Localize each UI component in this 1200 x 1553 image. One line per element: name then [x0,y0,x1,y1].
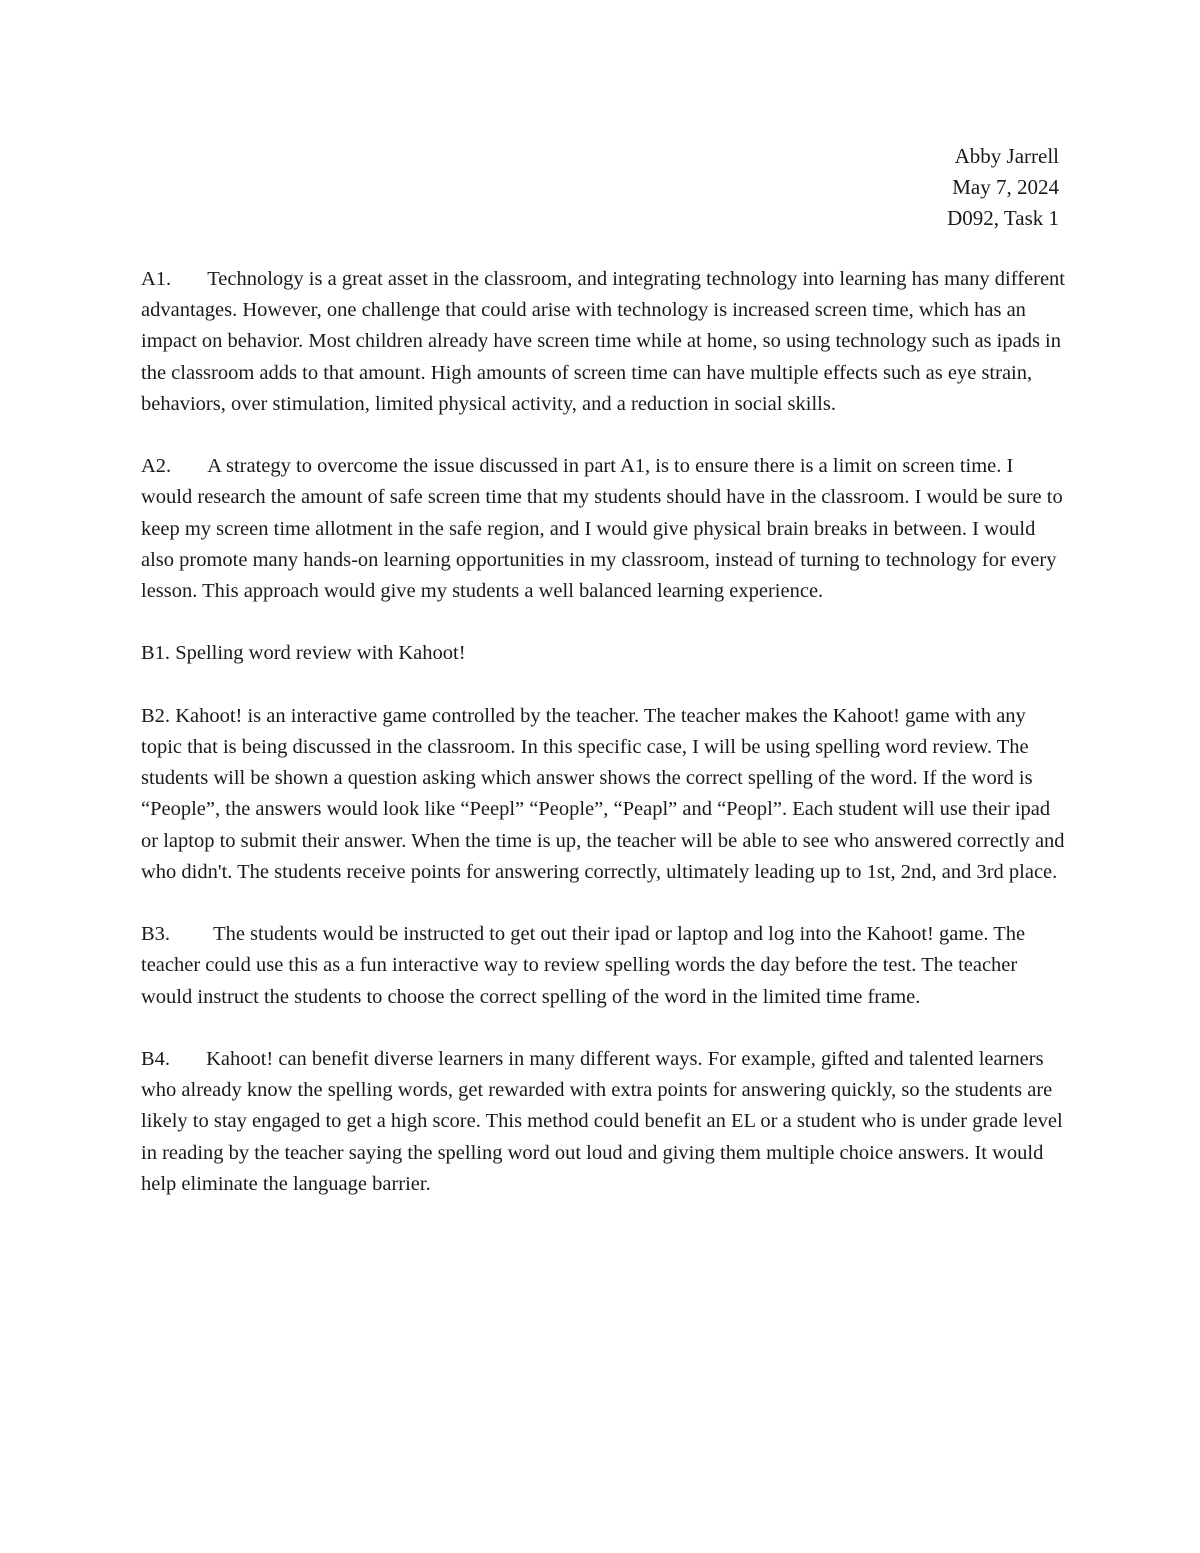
document-body [141,264,1066,1231]
document-date: May 7, 2024 [952,175,1059,200]
section-label: B3. [141,923,171,946]
course-task: D092, Task 1 [947,206,1059,231]
section-b1 [141,638,1066,669]
section-b3 [141,919,1066,1013]
document-header [947,141,1059,235]
section-label: B4. [141,1048,171,1070]
section-text: Kahoot! is an interactive game controlled by the teacher. The teacher makes the Kahoot! game with any topic that is being discussed in the classroom. In this specific case, I will be using spelling word review. The students will be shown a question asking which answer shows the correct spelling of the word. If the word is “People”, the answers would look like “Peepl” “People”, “Peapl” and “Peopl”. Each student will use their ipad or laptop to submit their answer. When the time is up, the teacher will be able to see who answered correctly and who didn't. The students receive points for answering correctly, ultimately leading up to 1st, 2nd, and 3rd place. [141,704,1065,883]
section-text: Kahoot! can benefit diverse learners in many different ways. For example, gifted and talented learners who already know the spelling words, get rewarded with extra points for answering quickly, so the students are likely to stay engaged to get a high score. This method could benefit an EL or a student who is under grade level in reading by the teacher saying the spelling word out loud and giving them multiple choice answers. It would help eliminate the language barrier. [141,1048,1063,1195]
section-b2 [141,701,1066,888]
section-label: A1. [141,268,172,290]
section-text: The students would be instructed to get out their ipad or laptop and log into the Kahoot! game. The teacher could use this as a fun interactive way to review spelling words the day before the test. The teacher would instruct the students to choose the correct spelling of the word in the limited time frame. [141,923,1026,1008]
section-label: B1. [141,642,171,665]
author-name: Abby Jarrell [954,144,1059,168]
section-text: A strategy to overcome the issue discussed in part A1, is to ensure there is a limit on screen time. I would research the amount of safe screen time that my students should have in the classroom. I would be sure to keep my screen time allotment in the safe region, and I would give physical brain breaks in between. I would also promote many hands-on learning opportunities in my classroom, instead of turning to technology for every lesson. This approach would give my students a well balanced learning experience. [141,455,1063,603]
section-b4 [141,1044,1066,1200]
section-text: Spelling word review with Kahoot! [175,642,466,665]
section-label: A2. [141,455,172,478]
section-text: Technology is a great asset in the classroom, and integrating technology into learning has many different advantages. However, one challenge that could arise with technology is increased screen time, which has an impact on behavior. Most children already have screen time while at home, so using technology such as ipads in the classroom adds to that amount. High amounts of screen time can have multiple effects such as eye strain, behaviors, over stimulation, limited physical activity, and a reduction in social skills. [141,268,1065,415]
section-label: B2. [141,704,171,727]
section-a1 [141,264,1066,420]
section-a2 [141,451,1066,607]
